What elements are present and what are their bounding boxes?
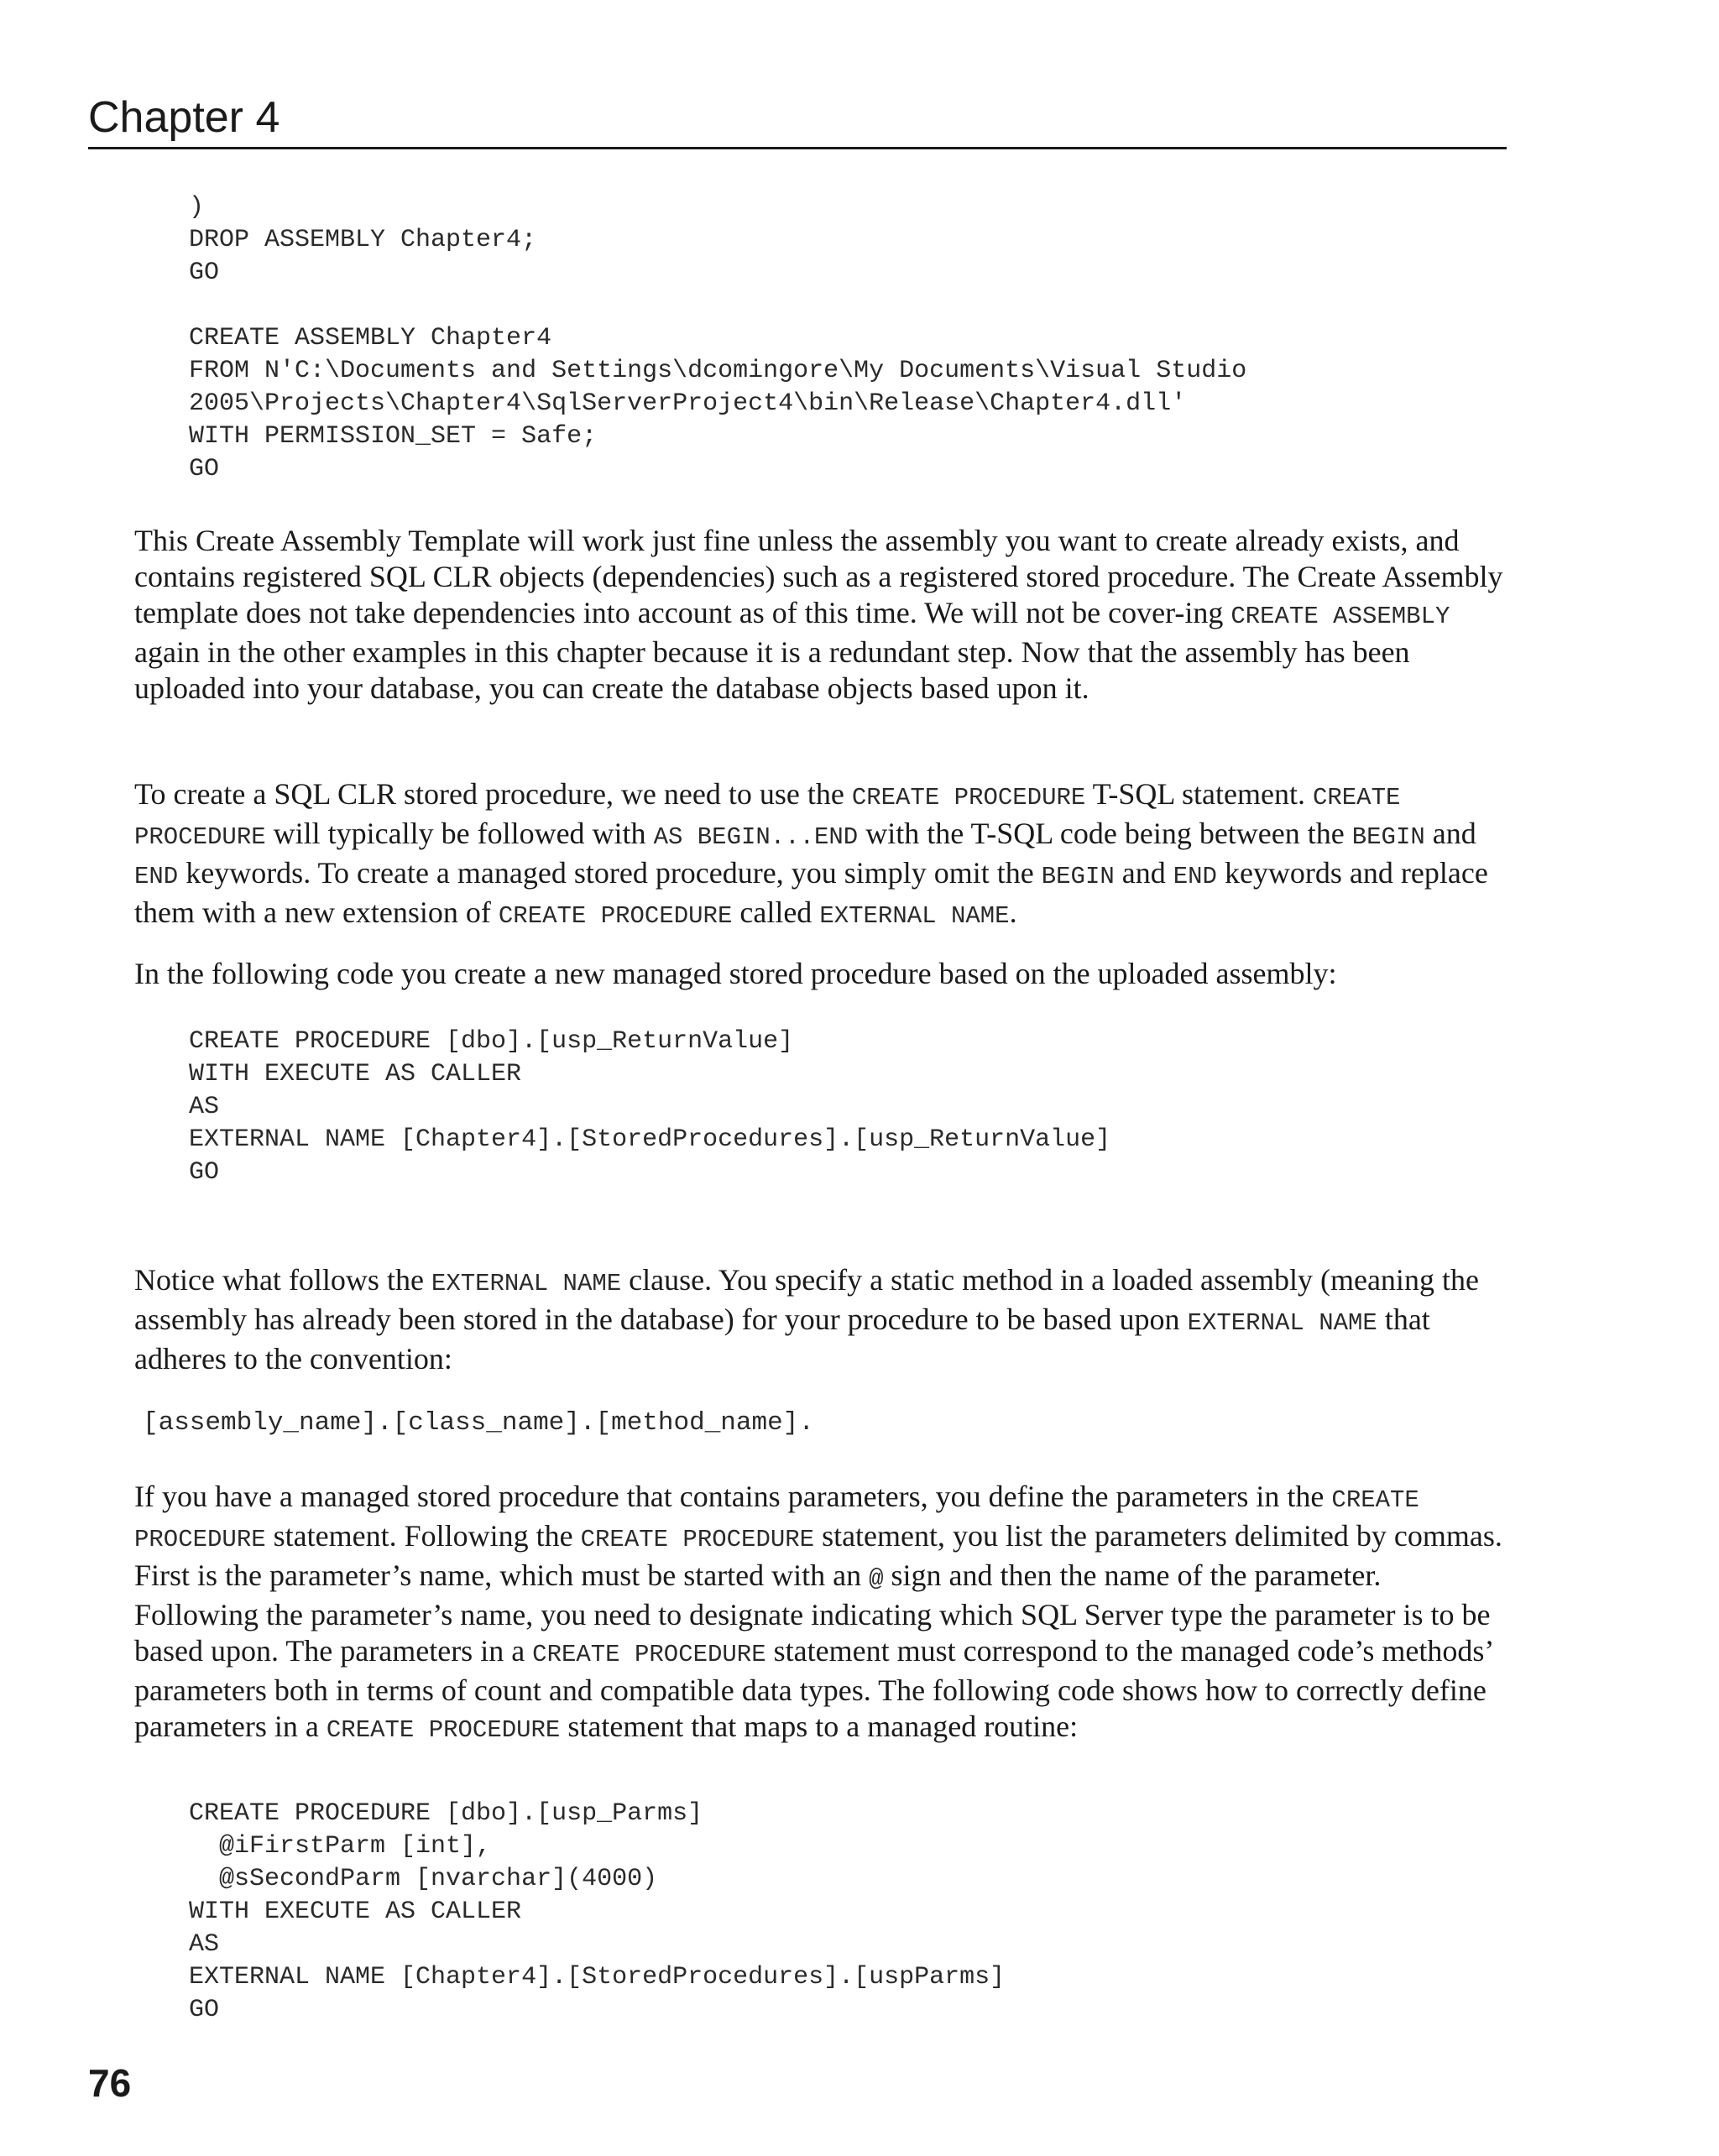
naming-convention: [assembly_name].[class_name].[method_name].: [143, 1408, 814, 1438]
inline-code: END: [134, 863, 179, 890]
text-run: statement, you list the parameters delimited by commas. First is the parameter’s name, which must be started with an: [134, 1519, 1502, 1592]
text-run: called: [732, 895, 820, 929]
text-run: statement must correspond to the managed code’s methods’ parameters both in terms of count and compatible data types. The following code shows how to correctly define parameters in a: [134, 1634, 1492, 1743]
inline-code: CREATE PROCEDURE: [134, 784, 1401, 851]
text-run: keywords and replace them with a new extension of: [134, 856, 1488, 929]
inline-code: BEGIN: [1041, 863, 1115, 890]
paragraph-parameters: [134, 1479, 1507, 1748]
text-run: T-SQL statement.: [1085, 777, 1313, 811]
inline-code: EXTERNAL NAME: [819, 902, 1010, 930]
inline-code: EXTERNAL NAME: [1187, 1309, 1377, 1337]
inline-code: BEGIN: [1351, 823, 1425, 851]
inline-code: CREATE PROCEDURE: [580, 1526, 815, 1553]
inline-code: CREATE PROCEDURE: [851, 784, 1086, 812]
inline-code: CREATE PROCEDURE: [326, 1716, 561, 1744]
text-run: keywords. To create a managed stored procedure, you simply omit the: [178, 856, 1042, 890]
paragraph-create-procedure: [134, 776, 1507, 934]
text-run: and: [1114, 856, 1173, 890]
text-run: statement. Following the: [265, 1519, 581, 1553]
code-block-create-assembly: ) DROP ASSEMBLY Chapter4; GO CREATE ASSEMBLY Chapter4 FROM N'C:\Documents and Settings\dcomingore\My Documents\Visual Studio 2005\Projects\Chapter4\SqlServerProject4\bin\Release\Chapter4.dll' WITH PERMISSION_SET = Safe; GO: [189, 193, 1247, 483]
code-block-usp-return-value: CREATE PROCEDURE [dbo].[usp_ReturnValue] WITH EXECUTE AS CALLER AS EXTERNAL NAME [Chapter4].[StoredProcedures].[usp_ReturnValue] GO: [189, 1027, 1111, 1187]
text-run: with the T-SQL code being between the: [858, 817, 1352, 850]
text-run: that adheres to the convention:: [134, 1302, 1430, 1376]
page-header: [88, 88, 1507, 149]
inline-code: CREATE PROCEDURE: [532, 1641, 766, 1668]
text-run: statement that maps to a managed routine:: [560, 1710, 1079, 1743]
text-run: again in the other examples in this chapter because it is a redundant step. Now that the assembly has been uploaded into your database, you can create the database objects based upon it.: [134, 635, 1410, 705]
text-run: will typically be followed with: [265, 817, 654, 850]
text-run: Notice what follows the: [134, 1263, 431, 1297]
inline-code: CREATE PROCEDURE: [134, 1486, 1419, 1553]
page-number: 76: [88, 2061, 132, 2105]
inline-code: END: [1173, 863, 1217, 890]
text-run: clause. You specify a static method in a loaded assembly (meaning the assembly has already been stored in the database) for your procedure to be based upon: [134, 1263, 1479, 1336]
text-run: and: [1424, 817, 1476, 850]
code-block-usp-parms: CREATE PROCEDURE [dbo].[usp_Parms] @iFirstParm [int], @sSecondParm [nvarchar](4000) WITH EXECUTE AS CALLER AS EXTERNAL NAME [Chapter4].[StoredProcedures].[uspParms] GO: [189, 1799, 1006, 2024]
paragraph-create-assembly-note: [134, 523, 1507, 707]
chapter-title: Chapter 4: [88, 93, 280, 142]
text-run: sign and then the name of the parameter. Following the parameter’s name, you need to designate indicating which SQL Server type the parameter is to be based upon. The parameters in a: [134, 1558, 1491, 1668]
inline-code: CREATE PROCEDURE: [498, 902, 733, 930]
inline-code: AS BEGIN...END: [653, 823, 859, 851]
inline-code: CREATE ASSEMBLY: [1230, 603, 1450, 630]
inline-code: @: [869, 1565, 884, 1593]
text-run: This Create Assembly Template will work just fine unless the assembly you want to create already exists, and contains registered SQL CLR objects (dependencies) such as a registered stored procedure. The Create Assembly template does not take dependencies into account as of this time. We will not be cover-ing: [134, 524, 1503, 629]
inline-code: EXTERNAL NAME: [431, 1270, 622, 1297]
text-run: In the following code you create a new managed stored procedure based on the uploaded assembly:: [134, 957, 1337, 990]
text-run: To create a SQL CLR stored procedure, we need to use the: [134, 777, 852, 811]
text-run: If you have a managed stored procedure that contains parameters, you define the parameters in the: [134, 1480, 1332, 1513]
paragraph-external-name: [134, 1262, 1507, 1377]
text-run: .: [1009, 895, 1017, 929]
paragraph-following-code: [134, 956, 1507, 992]
